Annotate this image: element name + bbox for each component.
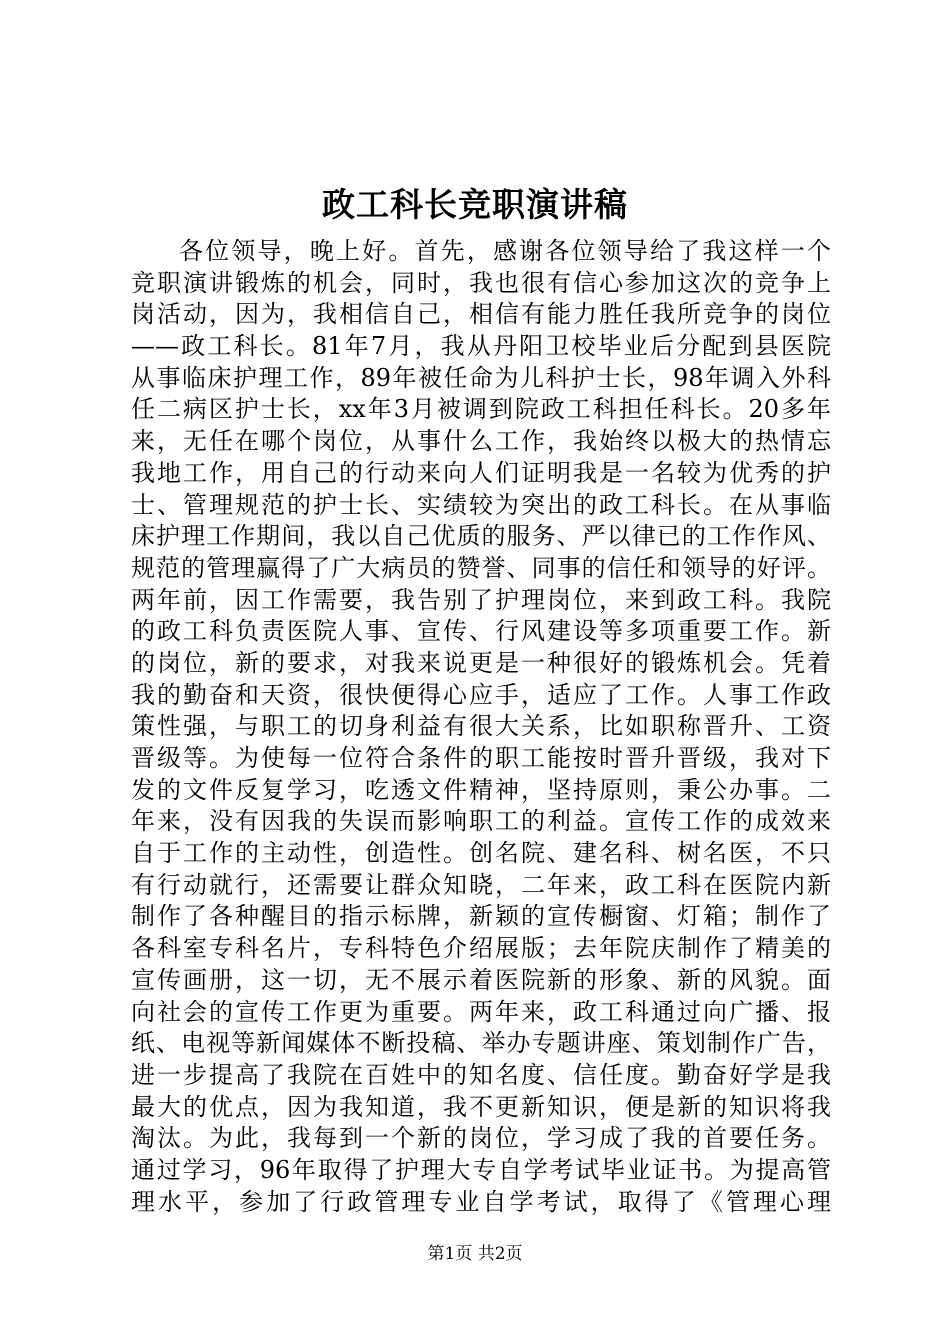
body-line: 纸、电视等新闻媒体不断投稿、举办专题讲座、策划制作广告， xyxy=(131,1029,831,1058)
body-line: 各科室专科名片，专科特色介绍展版；去年院庆制作了精美的 xyxy=(131,934,831,963)
body-line: 宣传画册，这一切，无不展示着医院新的形象、新的风貌。面 xyxy=(131,965,831,994)
body-line: 竞职演讲锻炼的机会，同时，我也很有信心参加这次的竞争上 xyxy=(131,268,831,297)
body-line: 理水平，参加了行政管理专业自学考试，取得了《管理心理 xyxy=(131,1187,831,1216)
body-line: ——政工科长。81年7月，我从丹阳卫校毕业后分配到县医院 xyxy=(131,332,831,361)
body-line: 床护理工作期间，我以自己优质的服务、严以律已的工作作风、 xyxy=(131,522,831,551)
body-line: 从事临床护理工作，89年被任命为儿科护士长，98年调入外科 xyxy=(131,363,831,392)
body-line: 岗活动，因为，我相信自己，相信有能力胜任我所竞争的岗位 xyxy=(131,300,831,329)
page-number-footer: 第1页 共2页 xyxy=(427,1244,523,1264)
body-line: 进一步提高了我院在百姓中的知名度、信任度。勤奋好学是我 xyxy=(131,1060,831,1089)
body-line: 各位领导，晚上好。首先，感谢各位领导给了我这样一个 xyxy=(179,237,831,265)
body-line: 我地工作，用自己的行动来向人们证明我是一名较为优秀的护 xyxy=(131,458,831,487)
body-line: 淘汰。为此，我每到一个新的岗位，学习成了我的首要任务。 xyxy=(131,1124,831,1153)
body-line: 的岗位，新的要求，对我来说更是一种很好的锻炼机会。凭着 xyxy=(131,648,831,677)
body-line: 年来，没有因我的失误而影响职工的利益。宣传工作的成效来 xyxy=(131,807,831,836)
document-body xyxy=(131,236,831,1218)
document-title: 政工科长竞职演讲稿 xyxy=(322,185,628,224)
body-line: 有行动就行，还需要让群众知晓，二年来，政工科在医院内新 xyxy=(131,870,831,899)
body-line: 策性强，与职工的切身利益有很大关系，比如职称晋升、工资 xyxy=(131,712,831,741)
body-line: 制作了各种醒目的指示标牌，新颖的宣传橱窗、灯箱；制作了 xyxy=(131,902,831,931)
body-line: 两年前，因工作需要，我告别了护理岗位，来到政工科。我院 xyxy=(131,585,831,614)
body-line: 我的勤奋和天资，很快便得心应手，适应了工作。人事工作政 xyxy=(131,680,831,709)
body-line: 晋级等。为使每一位符合条件的职工能按时晋升晋级，我对下 xyxy=(131,744,831,772)
body-line: 士、管理规范的护士长、实绩较为突出的政工科长。在从事临 xyxy=(131,490,831,519)
body-line: 自于工作的主动性，创造性。创名院、建名科、树名医，不只 xyxy=(131,839,831,868)
body-line: 任二病区护士长，xx年3月被调到院政工科担任科长。20多年 xyxy=(131,395,831,424)
body-line: 的政工科负责医院人事、宣传、行风建设等多项重要工作。新 xyxy=(131,617,831,646)
body-line: 发的文件反复学习，吃透文件精神，坚持原则，秉公办事。二 xyxy=(131,775,831,804)
body-line: 规范的管理赢得了广大病员的赞誉、同事的信任和领导的好评。 xyxy=(131,553,831,582)
body-line: 来，无任在哪个岗位，从事什么工作，我始终以极大的热情忘 xyxy=(131,427,831,456)
body-line: 向社会的宣传工作更为重要。两年来，政工科通过向广播、报 xyxy=(131,997,831,1026)
body-line: 最大的优点，因为我知道，我不更新知识，便是新的知识将我 xyxy=(131,1092,831,1121)
body-line: 通过学习，96年取得了护理大专自学考试毕业证书。为提高管 xyxy=(131,1155,831,1184)
